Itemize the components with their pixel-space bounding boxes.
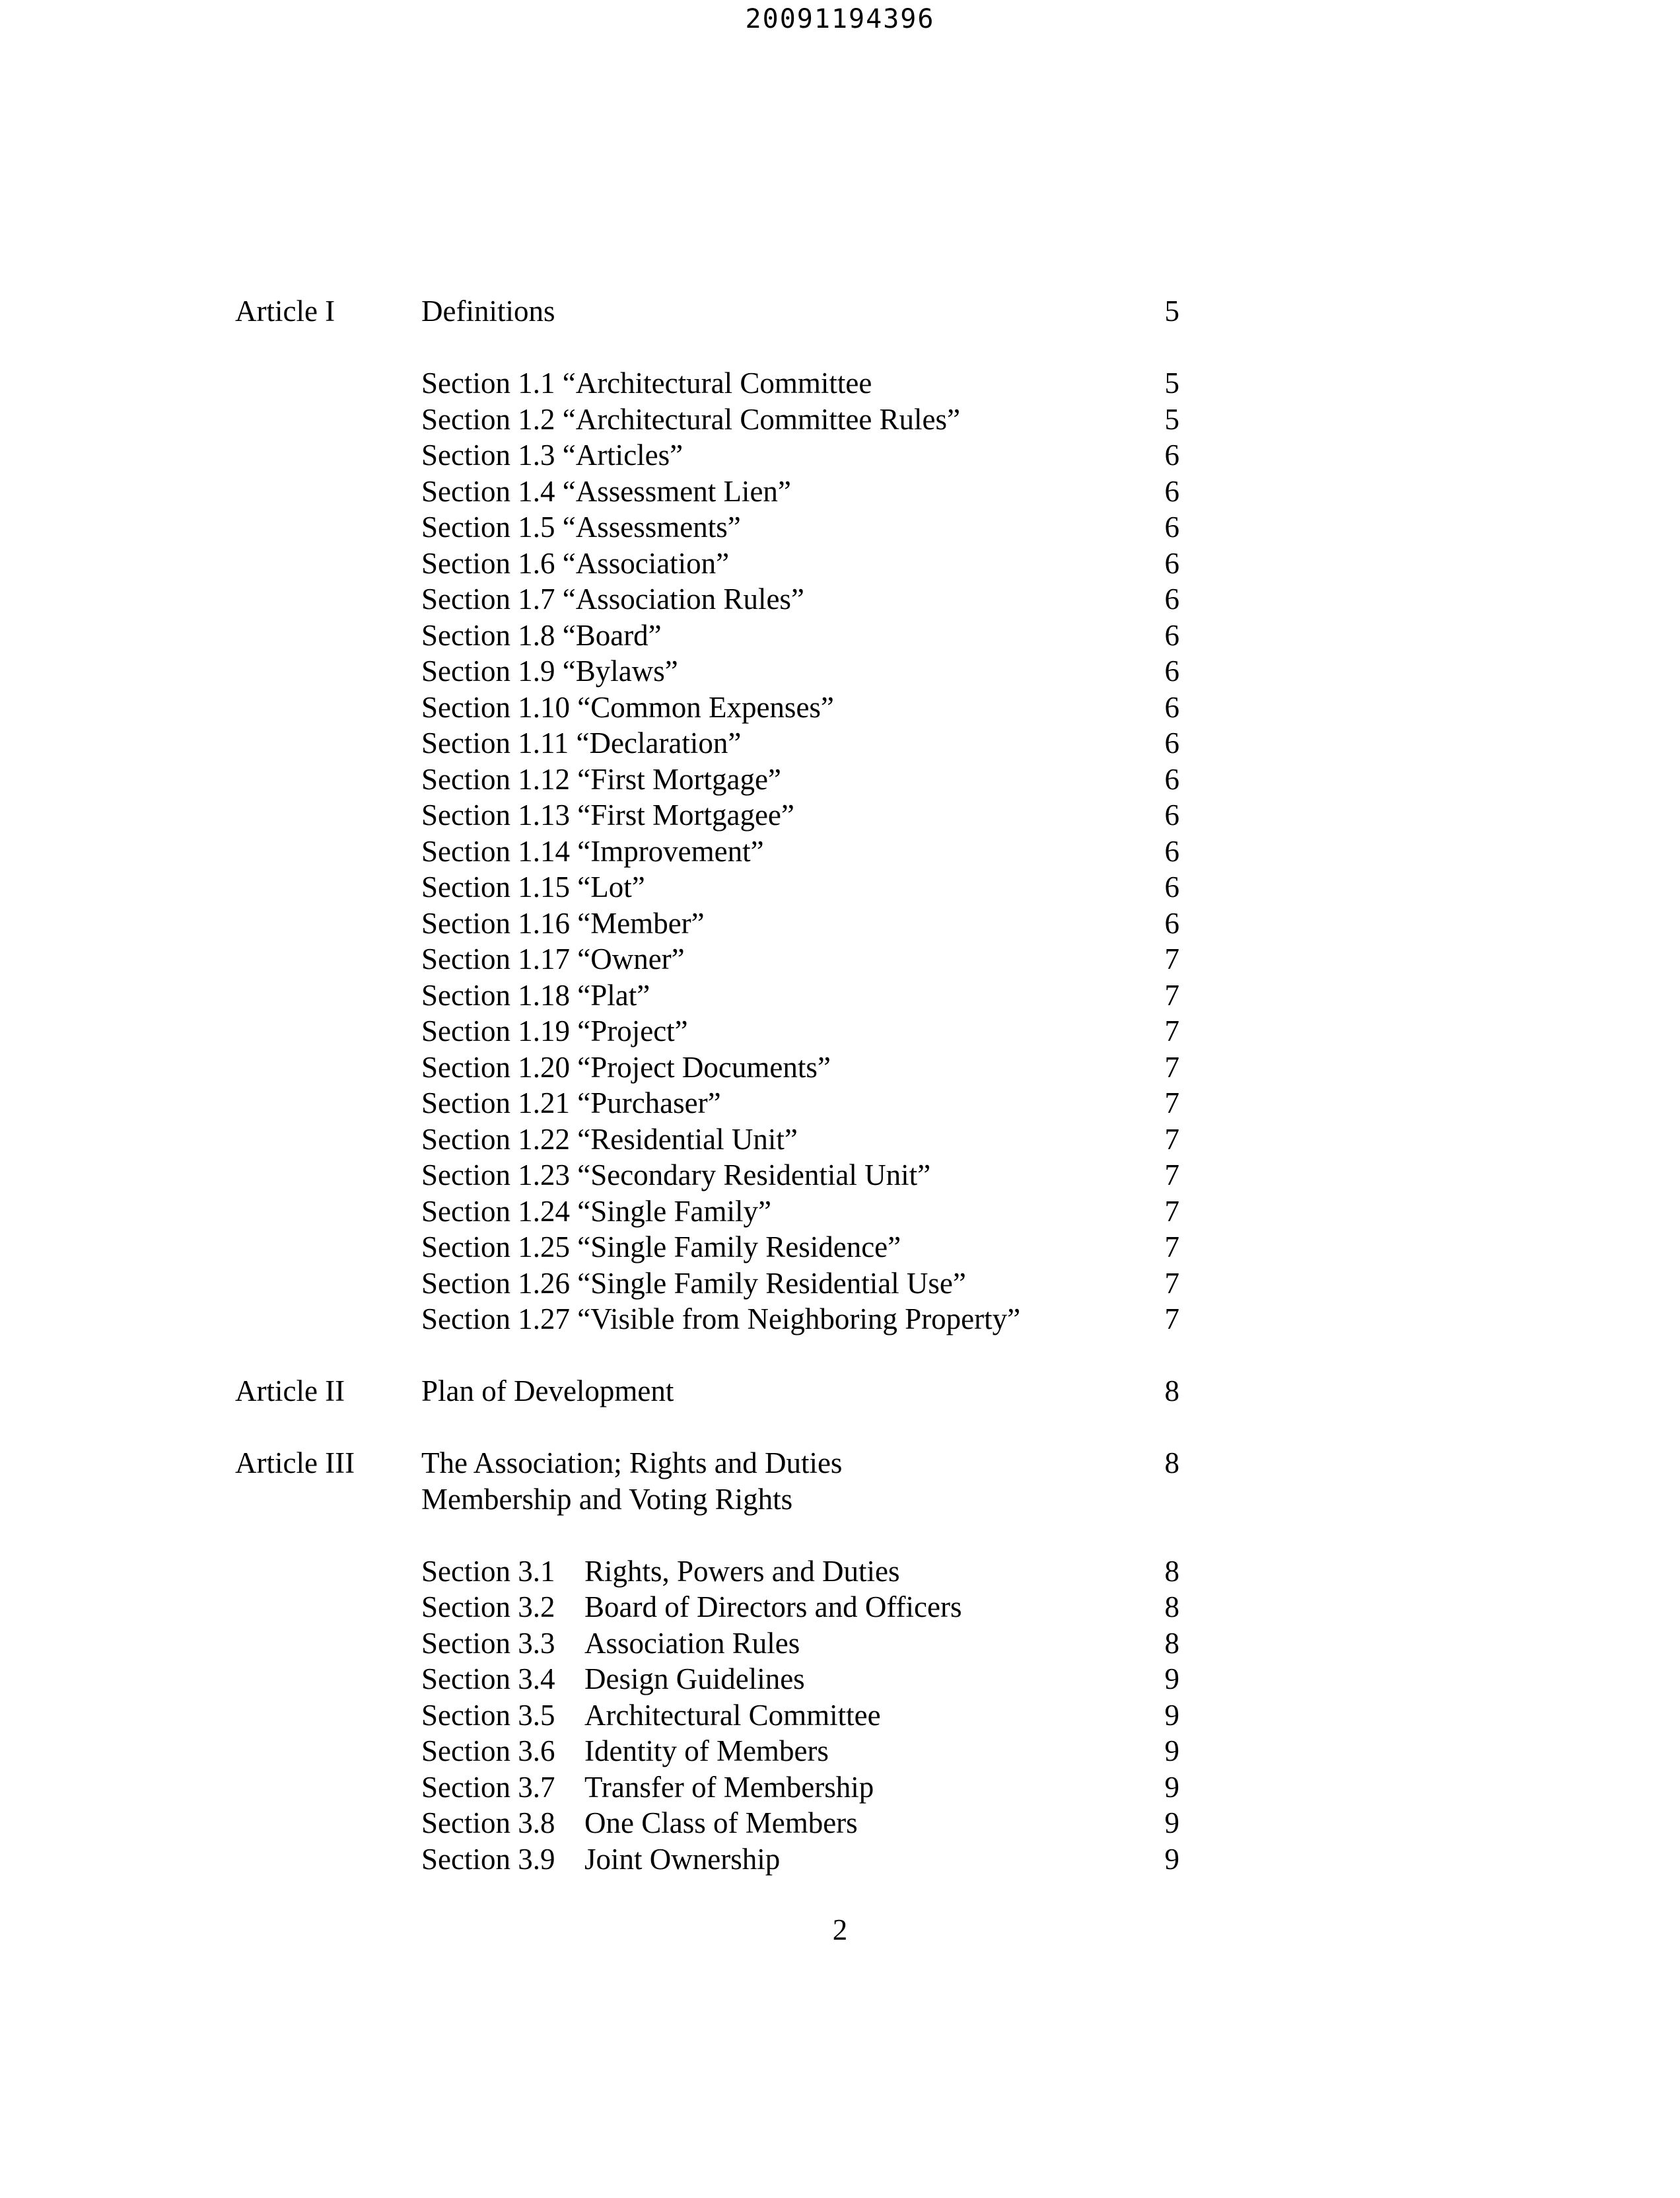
section-row [235, 1193, 1179, 1230]
section-title: Section 1.25 “Single Family Residence” [421, 1230, 901, 1263]
section-page-number: 6 [1164, 906, 1179, 940]
section-page-number: 6 [1164, 762, 1179, 796]
section-page-number: 8 [1164, 1554, 1179, 1588]
section-number: Section 3.4 [421, 1662, 555, 1695]
section-title: Section 1.18 “Plat” [421, 978, 650, 1012]
section-page-number: 6 [1164, 655, 1179, 688]
section-title: Section 1.13 “First Mortgagee” [421, 798, 794, 832]
section-title: Section 1.3 “Articles” [421, 439, 683, 472]
section-row [235, 797, 1179, 833]
section-row [235, 1553, 1179, 1590]
article-row [235, 293, 1179, 330]
article-label: Article III [235, 1446, 355, 1479]
section-title: Section 1.23 “Secondary Residential Unit” [421, 1158, 931, 1191]
section-title: Association Rules [584, 1626, 800, 1660]
article-title-line: Membership and Voting Rights [421, 1482, 793, 1516]
section-page-number: 6 [1164, 511, 1179, 544]
article-title [421, 1445, 842, 1517]
article-page-number: 5 [1164, 295, 1179, 328]
section-row [235, 941, 1179, 977]
section-row [235, 1301, 1179, 1337]
section-row [235, 1013, 1179, 1049]
section-page-number: 6 [1164, 583, 1179, 616]
section-title: Section 1.16 “Member” [421, 906, 705, 940]
section-row [235, 1049, 1179, 1086]
section-page-number: 5 [1164, 367, 1179, 400]
section-page-number: 6 [1164, 546, 1179, 580]
section-row [235, 474, 1179, 510]
section-title: One Class of Members [584, 1806, 858, 1839]
section-title: Section 1.21 “Purchaser” [421, 1086, 721, 1119]
section-row [235, 546, 1179, 582]
article-page-number: 8 [1164, 1446, 1179, 1479]
section-row [235, 833, 1179, 870]
section-number: Section 3.8 [421, 1806, 555, 1839]
section-number: Section 3.5 [421, 1698, 555, 1732]
section-page-number: 7 [1164, 1266, 1179, 1300]
section-row [235, 618, 1179, 654]
section-row [235, 1265, 1179, 1302]
section-title: Section 1.27 “Visible from Neighboring Property” [421, 1302, 1021, 1335]
section-page-number: 7 [1164, 1050, 1179, 1084]
section-row [235, 1733, 1179, 1769]
section-page-number: 7 [1164, 942, 1179, 975]
section-title: Section 1.8 “Board” [421, 618, 662, 652]
section-row [235, 1085, 1179, 1121]
section-row [235, 762, 1179, 798]
article-title [421, 1373, 674, 1409]
section-row [235, 690, 1179, 726]
section-row [235, 581, 1179, 618]
section-title: Identity of Members [584, 1734, 829, 1767]
section-row [235, 402, 1179, 438]
article-title-line: Definitions [421, 295, 555, 328]
section-page-number: 6 [1164, 870, 1179, 904]
section-title: Section 1.20 “Project Documents” [421, 1050, 831, 1084]
section-row [235, 1625, 1179, 1662]
section-page-number: 6 [1164, 834, 1179, 868]
section-page-number: 9 [1164, 1842, 1179, 1876]
section-row [235, 977, 1179, 1014]
section-page-number: 7 [1164, 1014, 1179, 1047]
section-title: Section 1.4 “Assessment Lien” [421, 474, 791, 508]
section-title: Transfer of Membership [584, 1770, 874, 1804]
section-row [235, 1661, 1179, 1697]
article-label: Article I [235, 295, 335, 328]
section-title: Section 1.11 “Declaration” [421, 727, 742, 760]
section-row [235, 869, 1179, 905]
section-number: Section 3.9 [421, 1842, 555, 1876]
page-number: 2 [832, 1913, 848, 1946]
section-number: Section 3.2 [421, 1590, 555, 1623]
section-page-number: 5 [1164, 402, 1179, 436]
section-title: Section 1.10 “Common Expenses” [421, 690, 834, 724]
section-page-number: 6 [1164, 798, 1179, 832]
section-title: Rights, Powers and Duties [584, 1554, 900, 1588]
section-title: Section 1.9 “Bylaws” [421, 655, 678, 688]
section-page-number: 7 [1164, 1086, 1179, 1119]
section-number: Section 3.7 [421, 1770, 555, 1804]
article-row [235, 1445, 1179, 1517]
section-page-number: 9 [1164, 1806, 1179, 1839]
section-row [235, 437, 1179, 474]
section-row [235, 1805, 1179, 1841]
section-page-number: 7 [1164, 1302, 1179, 1335]
section-page-number: 9 [1164, 1662, 1179, 1695]
section-row [235, 1769, 1179, 1806]
article-title [421, 293, 555, 330]
section-page-number: 6 [1164, 474, 1179, 508]
section-page-number: 7 [1164, 1122, 1179, 1156]
section-row [235, 1229, 1179, 1265]
document-number: 20091194396 [745, 4, 935, 34]
section-title: Section 1.24 “Single Family” [421, 1194, 771, 1228]
section-page-number: 7 [1164, 1194, 1179, 1228]
section-row [235, 725, 1179, 762]
section-page-number: 7 [1164, 1230, 1179, 1263]
article-title-line: Plan of Development [421, 1374, 674, 1407]
section-row [235, 905, 1179, 942]
section-page-number: 7 [1164, 978, 1179, 1012]
section-title: Section 1.14 “Improvement” [421, 834, 764, 868]
section-title: Board of Directors and Officers [584, 1590, 962, 1623]
section-page-number: 8 [1164, 1626, 1179, 1660]
section-title: Section 1.6 “Association” [421, 546, 730, 580]
section-row [235, 653, 1179, 690]
section-row [235, 1841, 1179, 1878]
section-page-number: 6 [1164, 439, 1179, 472]
section-number: Section 3.6 [421, 1734, 555, 1767]
section-title: Section 1.26 “Single Family Residential Use” [421, 1266, 966, 1300]
section-row [235, 365, 1179, 402]
section-number: Section 3.1 [421, 1554, 555, 1588]
section-row [235, 1121, 1179, 1158]
section-row [235, 509, 1179, 546]
section-page-number: 6 [1164, 618, 1179, 652]
article-title-line: The Association; Rights and Duties [421, 1446, 843, 1479]
section-title: Section 1.19 “Project” [421, 1014, 688, 1047]
section-title: Joint Ownership [584, 1842, 781, 1876]
section-page-number: 6 [1164, 690, 1179, 724]
section-row [235, 1589, 1179, 1625]
section-row [235, 1157, 1179, 1193]
section-page-number: 7 [1164, 1158, 1179, 1191]
section-number: Section 3.3 [421, 1626, 555, 1660]
section-title: Design Guidelines [584, 1662, 805, 1695]
section-page-number: 9 [1164, 1698, 1179, 1732]
article-label: Article II [235, 1374, 345, 1407]
section-title: Section 1.5 “Assessments” [421, 511, 741, 544]
section-title: Section 1.17 “Owner” [421, 942, 685, 975]
section-title: Section 1.7 “Association Rules” [421, 583, 804, 616]
section-title: Section 1.22 “Residential Unit” [421, 1122, 798, 1156]
article-row [235, 1373, 1179, 1409]
section-page-number: 9 [1164, 1770, 1179, 1804]
table-of-contents [235, 293, 1179, 1913]
section-title: Architectural Committee [584, 1698, 881, 1732]
section-page-number: 6 [1164, 727, 1179, 760]
article-page-number: 8 [1164, 1374, 1179, 1407]
section-page-number: 8 [1164, 1590, 1179, 1623]
section-page-number: 9 [1164, 1734, 1179, 1767]
section-row [235, 1697, 1179, 1734]
section-title: Section 1.1 “Architectural Committee [421, 367, 872, 400]
section-title: Section 1.2 “Architectural Committee Rules” [421, 402, 961, 436]
section-title: Section 1.12 “First Mortgage” [421, 762, 781, 796]
section-title: Section 1.15 “Lot” [421, 870, 645, 904]
